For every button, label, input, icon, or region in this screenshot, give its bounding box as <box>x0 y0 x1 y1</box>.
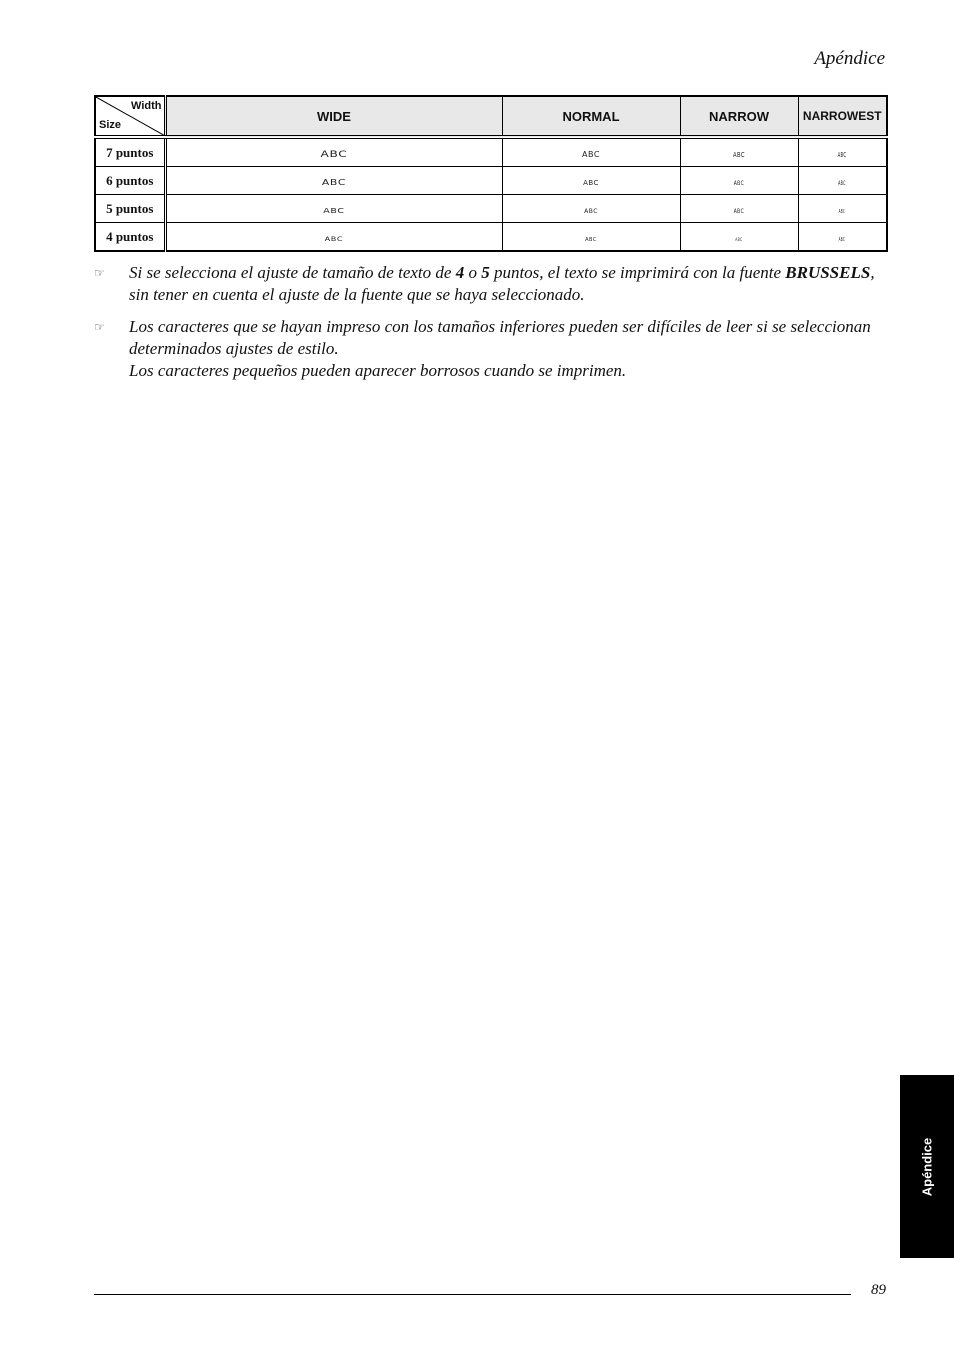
column-header-narrow: NARROW <box>680 96 798 137</box>
side-tab-label: Apéndice <box>919 1137 935 1196</box>
note-text: puntos, el texto se imprimirá con la fuente <box>489 263 786 282</box>
table-row <box>95 137 887 167</box>
sample-cell <box>165 167 502 195</box>
sample-text: ABC <box>735 236 743 242</box>
notes-section <box>94 262 886 392</box>
row-label-6: 6 puntos <box>95 167 165 195</box>
size-label: Size <box>99 119 122 131</box>
sample-text: ABC <box>837 150 847 159</box>
section-side-tab <box>900 1075 954 1258</box>
sample-cell <box>798 195 887 223</box>
width-label: Width <box>131 100 162 112</box>
sample-text: ABC <box>733 179 745 187</box>
sample-text: ABC <box>321 177 347 187</box>
sample-cell <box>680 223 798 252</box>
sample-text: ABC <box>582 149 600 159</box>
footer-divider <box>94 1294 851 1295</box>
text-size-table <box>94 95 888 252</box>
sample-text: ABC <box>733 150 745 159</box>
sample-cell <box>798 167 887 195</box>
sample-cell <box>165 137 502 167</box>
sample-cell <box>502 137 680 167</box>
page-header-title: Apéndice <box>814 48 885 69</box>
table-header-row <box>95 96 887 137</box>
note-bold-font-name: BRUSSELS <box>785 263 871 282</box>
sample-text: ABC <box>733 207 745 215</box>
sample-cell <box>502 167 680 195</box>
corner-header-cell <box>95 96 165 137</box>
sample-cell <box>165 195 502 223</box>
table-row <box>95 223 887 252</box>
sample-cell <box>502 223 680 252</box>
note-text: o <box>464 263 482 282</box>
sample-cell <box>165 223 502 252</box>
pointing-hand-icon: ☞ <box>94 266 105 280</box>
table-row <box>95 167 887 195</box>
sample-cell <box>798 223 887 252</box>
note-text: Los caracteres que se hayan impreso con los tamaños inferiores pueden ser difíciles de leer si se seleccionan determinados ajustes de estilo. <box>129 317 871 358</box>
sample-text: ABC <box>838 179 847 187</box>
sample-text: ABC <box>839 236 846 243</box>
row-label-5: 5 puntos <box>95 195 165 223</box>
note-text: , sin tener en cuenta el ajuste de la fuente que se haya seleccionado. <box>129 263 875 304</box>
note-bold-size-5: 5 <box>481 263 490 282</box>
page-number: 89 <box>871 1282 886 1298</box>
sample-text: ABC <box>583 178 599 187</box>
sample-cell <box>680 195 798 223</box>
pointing-hand-icon: ☞ <box>94 320 105 334</box>
sample-cell <box>502 195 680 223</box>
column-header-narrowest: NARROWEST <box>798 96 887 137</box>
sample-cell <box>680 167 798 195</box>
note-item <box>94 262 886 306</box>
sample-text: ABC <box>324 235 344 243</box>
sample-text: ABC <box>320 149 348 160</box>
note-text: Los caracteres pequeños pueden aparecer borrosos cuando se imprimen. <box>129 361 627 380</box>
column-header-wide: WIDE <box>165 96 502 137</box>
sample-text: ABC <box>585 236 597 243</box>
row-label-7: 7 puntos <box>95 137 165 167</box>
note-text: Si se selecciona el ajuste de tamaño de texto de <box>129 263 456 282</box>
sample-cell <box>798 137 887 167</box>
row-label-4: 4 puntos <box>95 223 165 252</box>
note-bold-size-4: 4 <box>455 263 465 282</box>
sample-text: ABC <box>584 207 598 215</box>
table-row <box>95 195 887 223</box>
note-item <box>94 316 886 382</box>
sample-cell <box>680 137 798 167</box>
sample-text: ABC <box>839 208 846 215</box>
column-header-normal: NORMAL <box>502 96 680 137</box>
sample-text: ABC <box>323 206 345 215</box>
